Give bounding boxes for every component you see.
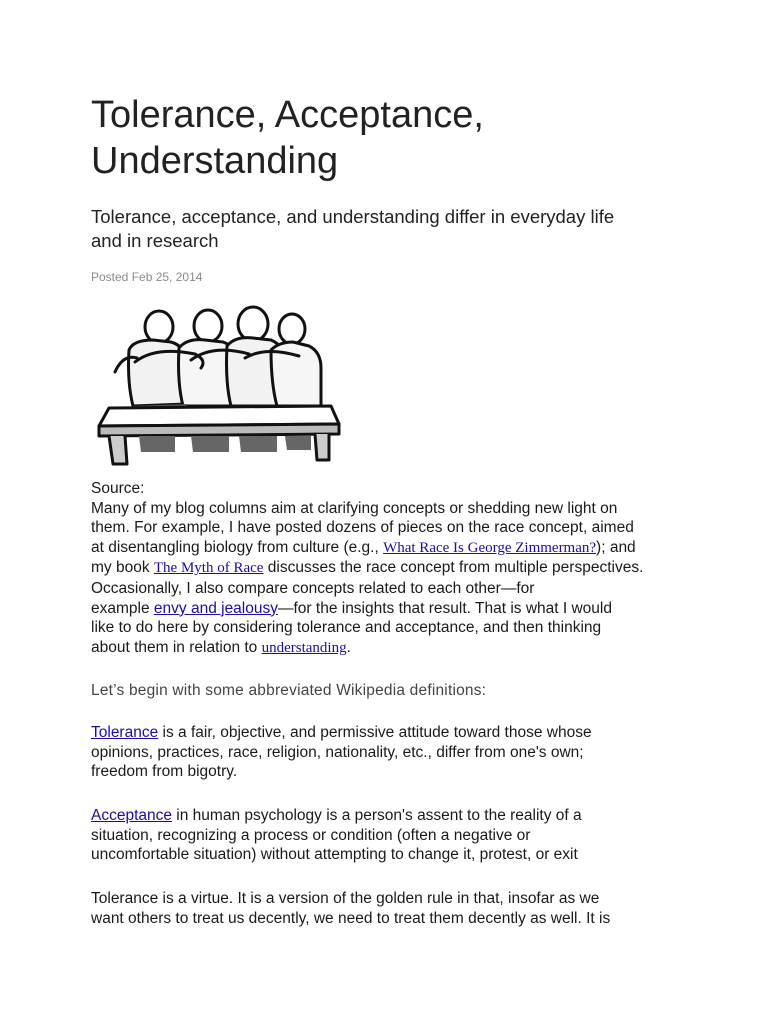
- people-on-bench-illustration: [95, 302, 341, 468]
- paragraph-intro: Source: Many of my blog columns aim at clarifying concepts or shedding new light on them. For example, I have posted dozens of pieces on the race concept, aimed at disentangling biology from culture (e.g., What Race Is George Zimmerman?); and my book The Myth of Race discusses the race concept from multiple perspectives. Occasionally, I also compare concepts related to each other—for example envy and jealousy—for the insights that result. That is what I would like to do here by considering tolerance and acceptance, and then thinking about them in relation to understanding.: [91, 480, 644, 656]
- link-the-myth-of-race[interactable]: The Myth of Race: [153, 560, 264, 577]
- paragraph-acceptance-definition: Acceptance in human psychology is a person's assent to the reality of a situation, recognizing a process or condition (often a negative or uncomfortable situation) without attempting to change it, protest, or exit: [91, 807, 582, 864]
- posted-date: Posted Feb 25, 2014: [91, 270, 203, 284]
- article-subtitle: Tolerance, acceptance, and understanding differ in everyday life and in research: [91, 206, 615, 251]
- link-tolerance[interactable]: Tolerance: [91, 724, 159, 741]
- link-acceptance[interactable]: Acceptance: [91, 807, 172, 824]
- link-envy-and-jealousy[interactable]: envy and jealousy: [153, 599, 278, 617]
- link-understanding[interactable]: understanding: [261, 639, 347, 656]
- paragraph-tolerance-definition: Tolerance is a fair, objective, and permissive attitude toward those whose opinions, practices, race, religion, nationality, etc., differ from one's own; freedom from bigotry.: [91, 724, 592, 781]
- article-title: Tolerance, Acceptance, Understanding: [91, 94, 484, 182]
- paragraph-tolerance-virtue: Tolerance is a virtue. It is a version of the golden rule in that, insofar as we want others to treat us decently, we need to treat them decently as well. It is: [91, 890, 611, 927]
- link-what-race-is-george-zimmerman[interactable]: What Race Is George Zimmerman?: [383, 539, 597, 556]
- paragraph-definitions-intro: Let’s begin with some abbreviated Wikipedia definitions:: [91, 682, 487, 699]
